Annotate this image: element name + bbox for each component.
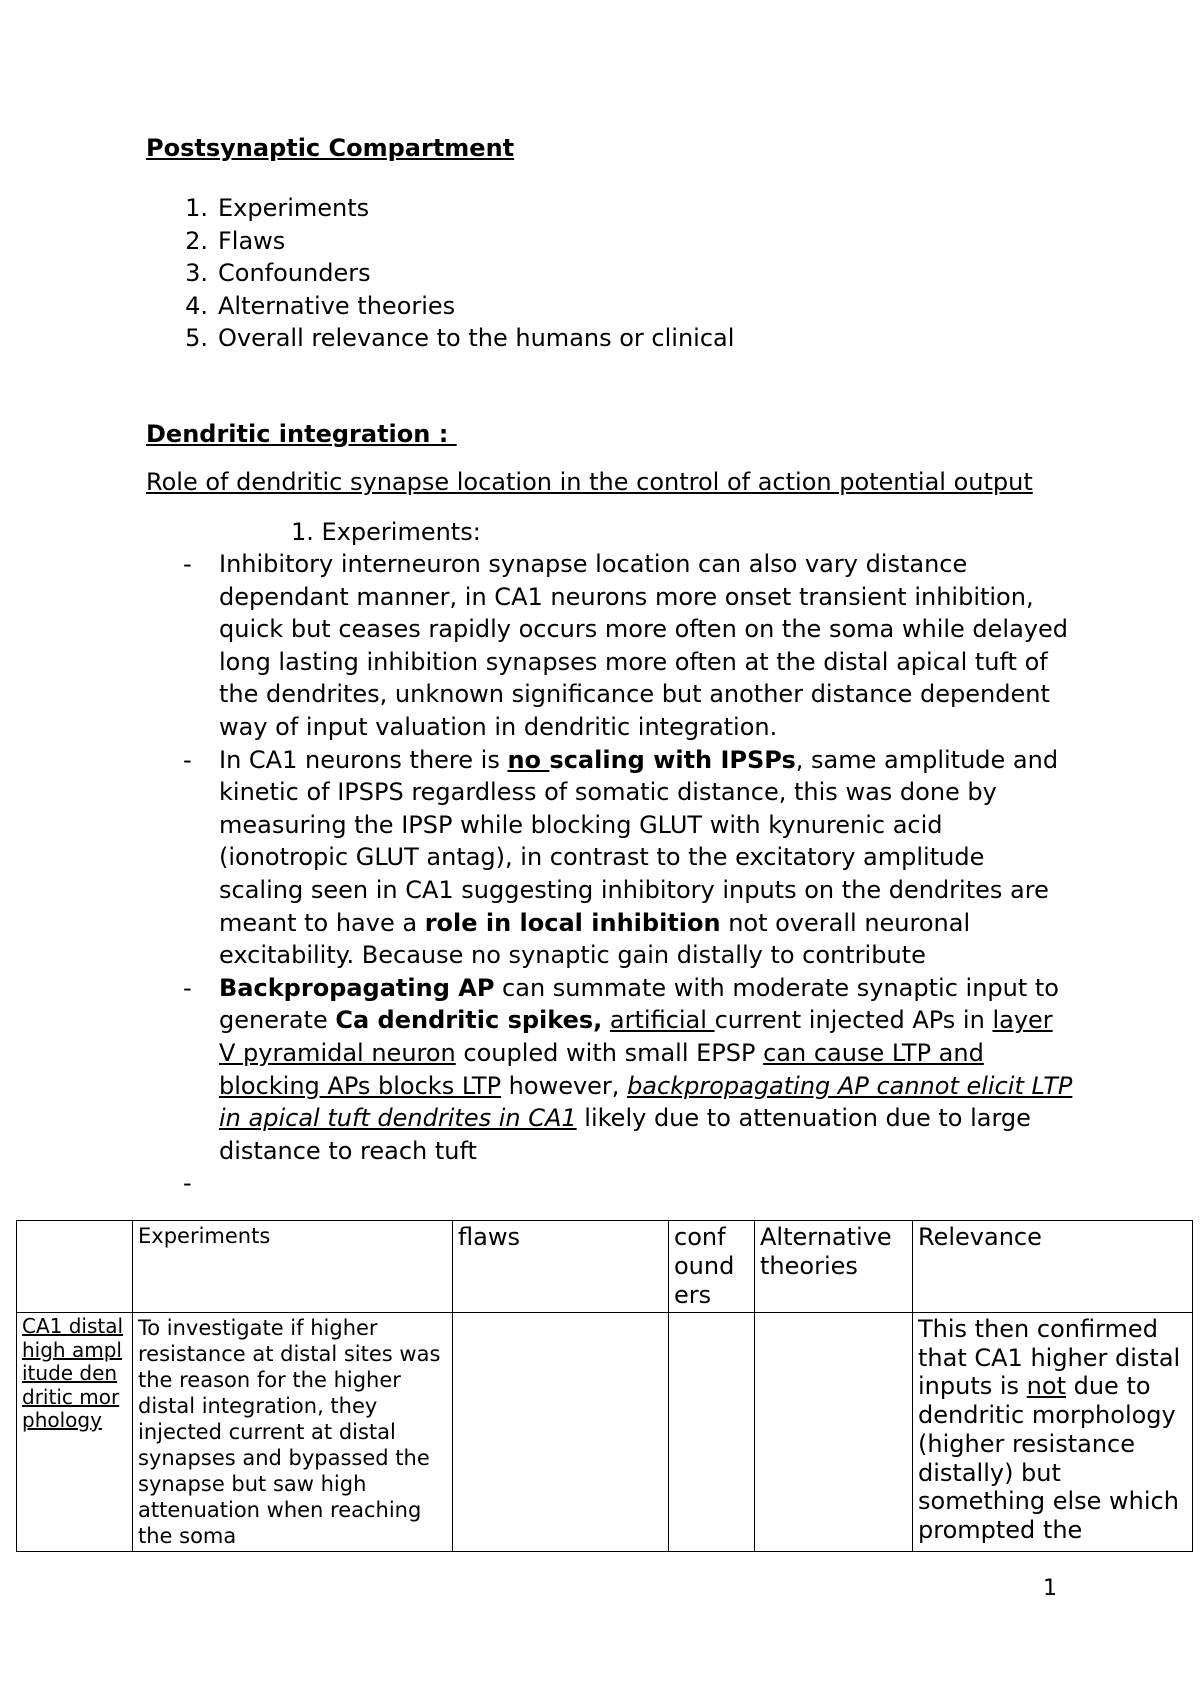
table-header-cell: Alternative theories	[755, 1221, 913, 1313]
experiment-bullets: - Inhibitory interneuron synapse location can also vary distance dependant manner, in CA1 neurons more onset transient inhibition, quick but ceases rapidly occurs more often on the soma while delayed long lasting inhibition synapses more often at the distal apical tuft of the dendrites, unknown significance but another distance dependent way of input valuation in dendritic integration. - In CA1 neurons there is no scaling with IPSPs, same amplitude and kinetic of IPSPS regardless of somatic distance, this was done by measuring the IPSP while blocking GLUT with kynurenic acid (ionotropic GLUT antag), in contrast to the excitatory amplitude scaling seen in CA1 suggesting inhibitory inputs on the dendrites are meant to have a role in local inhibition not overall neuronal excitability. Because no synaptic gain distally to contribute - Backpropagating AP can summate with moderate synaptic input to generate Ca dendritic spikes, artificial current injected APs in layer V pyramidal neuron coupled with small EPSP can cause LTP and blocking APs blocks LTP however, backpropagating AP cannot elicit LTP in apical tuft dendrites in CA1 likely due to attenuation due to large distance to reach tuft -	[176, 548, 1076, 1167]
table-cell	[755, 1313, 913, 1552]
table-cell: This then confirmed that CA1 higher distal inputs is not due to dendritic morphology (higher resistance distally) but something else which prompted the	[913, 1313, 1193, 1552]
table-header-cell: Relevance	[913, 1221, 1193, 1313]
bullet-item: - Inhibitory interneuron synapse location can also vary distance dependant manner, in CA1 neurons more onset transient inhibition, quick but ceases rapidly occurs more often on the soma while delayed long lasting inhibition synapses more often at the distal apical tuft of the dendrites, unknown significance but another distance dependent way of input valuation in dendritic integration.	[183, 550, 1068, 741]
table-cell: CA1 distal high amplitude dendritic morphology	[17, 1313, 133, 1552]
outline-list	[146, 192, 734, 355]
section-title: Dendritic integration :	[146, 420, 457, 448]
page-title: Postsynaptic Compartment	[146, 134, 515, 162]
list-item: 5. Overall relevance to the humans or clinical	[185, 324, 735, 352]
table-cell	[669, 1313, 755, 1552]
table-header-cell: conf ound ers	[669, 1221, 755, 1313]
table-cell	[453, 1313, 669, 1552]
table-cell: To investigate if higher resistance at distal sites was the reason for the higher distal integration, they injected current at distal synapses and bypassed the synapse but saw high attenuation when reaching the soma	[133, 1313, 453, 1552]
table-header-cell: flaws	[453, 1221, 669, 1313]
list-item: 1. Experiments	[185, 194, 370, 222]
list-item: 3. Confounders	[185, 259, 371, 287]
list-item: 4. Alternative theories	[185, 291, 456, 320]
table-header-cell	[17, 1221, 133, 1313]
table-header-cell: Experiments	[133, 1221, 453, 1313]
table-row	[17, 1313, 1193, 1552]
table-header-row	[17, 1221, 1193, 1313]
section-subtitle: Role of dendritic synapse location in the control of action potential output	[146, 468, 1033, 496]
bullet-item: - Backpropagating AP can summate with moderate synaptic input to generate Ca dendritic spikes, artificial current injected APs in layer V pyramidal neuron coupled with small EPSP can cause LTP and blocking APs blocks LTP however, backpropagating AP cannot elicit LTP in apical tuft dendrites in CA1 likely due to attenuation due to large distance to reach tuft	[183, 973, 1073, 1165]
page-number: 1	[1043, 1576, 1057, 1601]
experiments-heading: 1. Experiments:	[291, 518, 481, 546]
bullet-item: - In CA1 neurons there is no scaling with IPSPs, same amplitude and kinetic of IPSPS regardless of somatic distance, this was done by measuring the IPSP while blocking GLUT with kynurenic acid (ionotropic GLUT antag), in contrast to the excitatory amplitude scaling seen in CA1 suggesting inhibitory inputs on the dendrites are meant to have a role in local inhibition not overall neuronal excitability. Because no synaptic gain distally to contribute	[183, 745, 1059, 970]
summary-table	[16, 1220, 1193, 1552]
list-item: 2. Flaws	[185, 226, 286, 255]
